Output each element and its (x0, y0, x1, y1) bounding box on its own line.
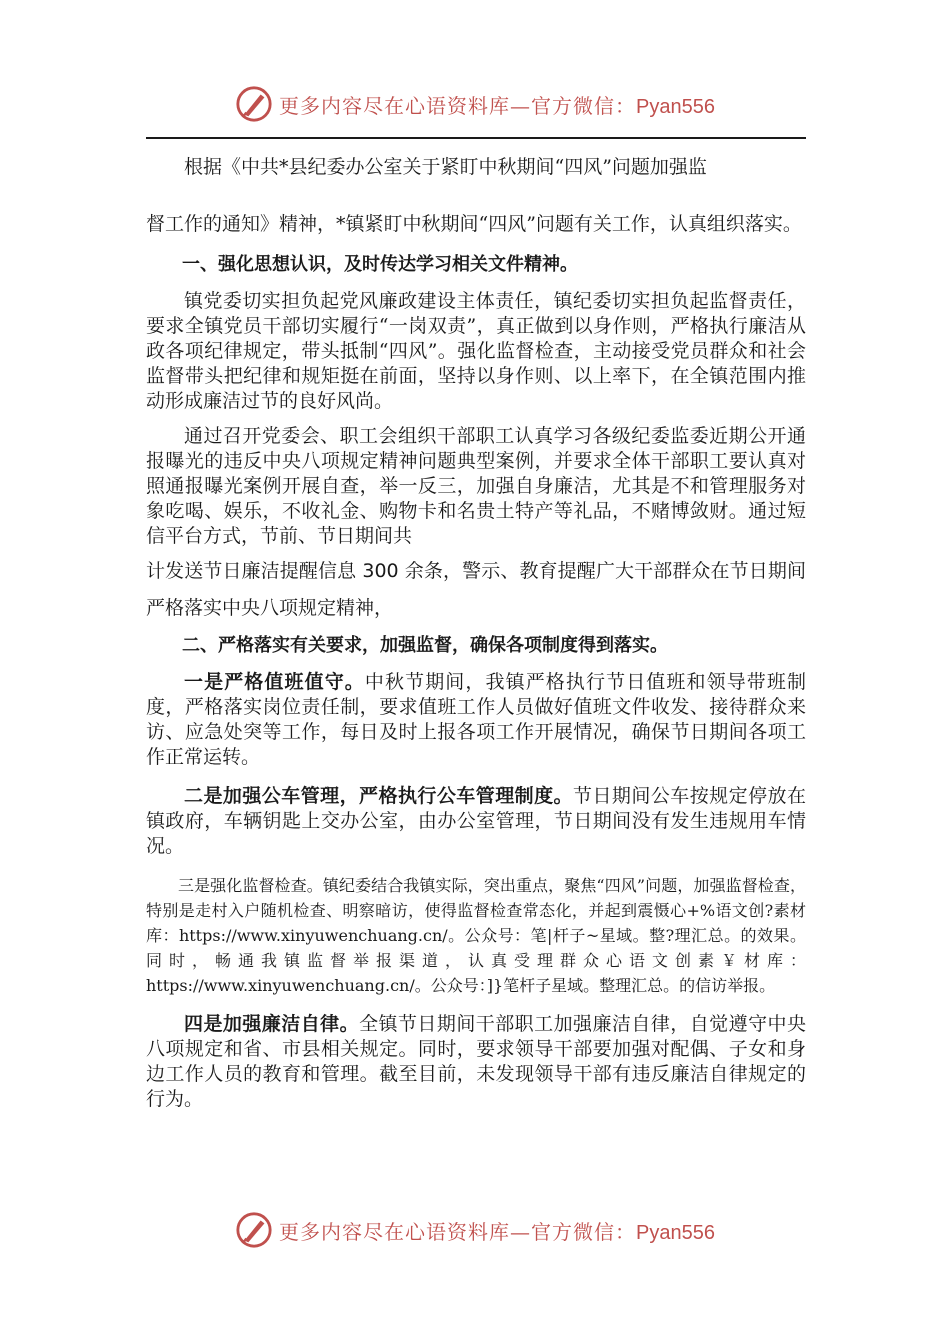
footer-brand: 更多内容尽在心语资料库—官方微信：Pyan556 (279, 1219, 715, 1244)
section-1-paragraph-1: 镇党委切实担负起党风廉政建设主体责任，镇纪委切实担负起监督责任，要求全镇党员干部切实履行“一岗双责”，真正做到以身作则，严格执行廉洁从政各项纪律规定，带头抵制“四风”。强化监督检查，主动接受党员群众和社会监督带头把纪律和规矩挺在前面，坚持以身作则、以上率下，在全镇范围内推动形成廉洁过节的良好风尚。 (146, 290, 806, 412)
intro-line-1: 根据《中共*县纪委办公室关于紧盯中秋期间“四风”问题加强监 (184, 156, 707, 178)
item-3: 三是强化监督检查。镇纪委结合我镇实际，突出重点，聚焦“四风”问题，加强监督检查，特别是走村入户随机检查、明察暗访，使得监督检查常态化，并起到震慑心+%语文创?素材库：https://www.xinyuwenchuang.cn/。公众号：笔|杆子~星域。整?理汇总。的效果。同时，畅通我镇监督举报渠道，认真受理群众心语文创素￥材库：https://www.xinyuwenchuang.cn/。公众号：]}笔杆子星域。整理汇总。的信访举报。 (146, 876, 806, 995)
item-4 (146, 1012, 806, 1112)
footer-wechat-id: Pyan556 (636, 1221, 715, 1244)
paragraph-2-part-b: 计发送节日廉洁提醒信息 300 余条，警示、教育提醒广大干部群众在节日期间严格落实中央八项规定精神， (146, 560, 806, 619)
intro-line-2: 督工作的通知》精神，*镇紧盯中秋期间“四风”问题有关工作，认真组织落实。 (146, 213, 802, 235)
header-brand: 更多内容尽在心语资料库—官方微信：Pyan556 (279, 93, 715, 118)
section-1-paragraph-2 (146, 424, 806, 549)
item-4-text: 全镇节日期间干部职工加强廉洁自律，自觉遵守中央八项规定和省、市县相关规定。同时，要求领导干部要加强对配偶、子女和身边工作人员的教育和管理。截至目前，未发现领导干部有违反廉洁自律规定的行为。 (146, 1013, 806, 1110)
header-wechat-id: Pyan556 (636, 95, 715, 118)
section-2-title: 二、严格落实有关要求，加强监督，确保各项制度得到落实。 (182, 635, 668, 656)
pen-feather-logo (235, 85, 273, 123)
item-1-lead: 一是严格值班值守。 (184, 671, 365, 693)
item-2-text: 节日期间公车按规定停放在镇政府，车辆钥匙上交办公室，由办公室管理，节日期间没有发生违规用车情况。 (146, 785, 806, 857)
paragraph-2-part-a: 通过召开党委会、职工会组织干部职工认真学习各级纪委监委近期公开通报曝光的违反中央八项规定精神问题典型案例，并要求全体干部职工要认真对照通报曝光案例开展自查，举一反三，加强自身廉洁，尤其是不和管理服务对象吃喝、娱乐，不收礼金、购物卡和名贵土特产等礼品，不赌博敛财。通过短信平台方式，节前、节日期间共 (146, 425, 806, 547)
header-divider (146, 137, 806, 139)
item-2-lead: 二是加强公车管理，严格执行公车管理制度。 (184, 785, 574, 807)
section-1-title: 一、强化思想认识，及时传达学习相关文件精神。 (182, 254, 578, 275)
document-body (146, 152, 806, 1112)
item-2 (146, 784, 806, 859)
item-1 (146, 670, 806, 770)
page-header (0, 84, 950, 124)
item-4-lead: 四是加强廉洁自律。 (184, 1013, 360, 1035)
item-1-text: 中秋节期间，我镇严格执行节日值班和领导带班制度，严格落实岗位责任制，要求值班工作人员做好值班文件收发、接待群众来访、应急处突等工作，每日及时上报各项工作开展情况，确保节日期间各项工作正常运转。 (146, 671, 806, 768)
pen-feather-logo (235, 1211, 273, 1249)
page-footer (0, 1210, 950, 1250)
